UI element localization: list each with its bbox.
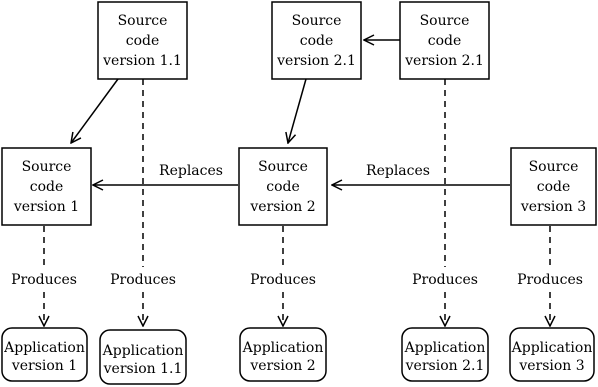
svg-text:version 2.1: version 2.1 (405, 53, 484, 69)
app-box-v3 (510, 328, 594, 381)
produces-label-v1: Produces (11, 272, 77, 288)
svg-text:Application: Application (242, 340, 324, 356)
svg-text:version 2: version 2 (250, 199, 316, 215)
svg-text:version 1: version 1 (11, 358, 78, 374)
svg-text:version 2: version 2 (250, 358, 316, 374)
source-box-v1-1 (98, 2, 187, 79)
svg-text:Source: Source (117, 13, 168, 29)
svg-text:version 3: version 3 (519, 358, 585, 374)
produces-label-v2: Produces (250, 272, 316, 288)
app-box-v1-1 (100, 330, 186, 384)
produces-label-v1-1: Produces (110, 272, 176, 288)
source-box-v2-1-left (272, 2, 361, 79)
svg-text:Source: Source (21, 159, 72, 175)
svg-text:version 1.1: version 1.1 (103, 361, 183, 377)
arrow-v1-1-to-v1 (71, 79, 118, 143)
app-box-v1 (2, 328, 87, 381)
produces-label-v2-1: Produces (412, 272, 478, 288)
replaces-label-1: Replaces (159, 163, 223, 179)
svg-text:Source: Source (528, 159, 579, 175)
svg-text:Application: Application (4, 340, 85, 356)
svg-text:Source: Source (291, 13, 342, 29)
svg-text:Application: Application (404, 340, 486, 356)
source-box-v2-1-right (400, 2, 489, 79)
svg-text:Source: Source (419, 13, 470, 29)
svg-text:code: code (536, 179, 571, 195)
svg-text:Application: Application (102, 343, 184, 359)
svg-text:version 1: version 1 (13, 199, 80, 215)
source-box-v3 (511, 148, 596, 225)
svg-text:version 2.1: version 2.1 (277, 53, 356, 69)
svg-text:code: code (299, 33, 334, 49)
arrow-v2-1-to-v2 (288, 79, 306, 143)
replaces-label-2: Replaces (366, 163, 430, 179)
svg-text:Source: Source (258, 159, 308, 175)
svg-text:version 1.1: version 1.1 (103, 53, 182, 69)
svg-text:version 2.1: version 2.1 (405, 358, 485, 374)
source-box-v2 (239, 148, 327, 225)
svg-text:code: code (125, 33, 160, 49)
produces-label-v3: Produces (517, 272, 583, 288)
svg-text:code: code (266, 179, 300, 195)
app-box-v2-1 (402, 328, 488, 381)
svg-text:code: code (427, 33, 462, 49)
svg-text:code: code (29, 179, 64, 195)
svg-text:Application: Application (511, 340, 593, 356)
svg-text:version 3: version 3 (520, 199, 587, 215)
app-box-v2 (240, 328, 326, 381)
source-box-v1 (2, 148, 91, 225)
